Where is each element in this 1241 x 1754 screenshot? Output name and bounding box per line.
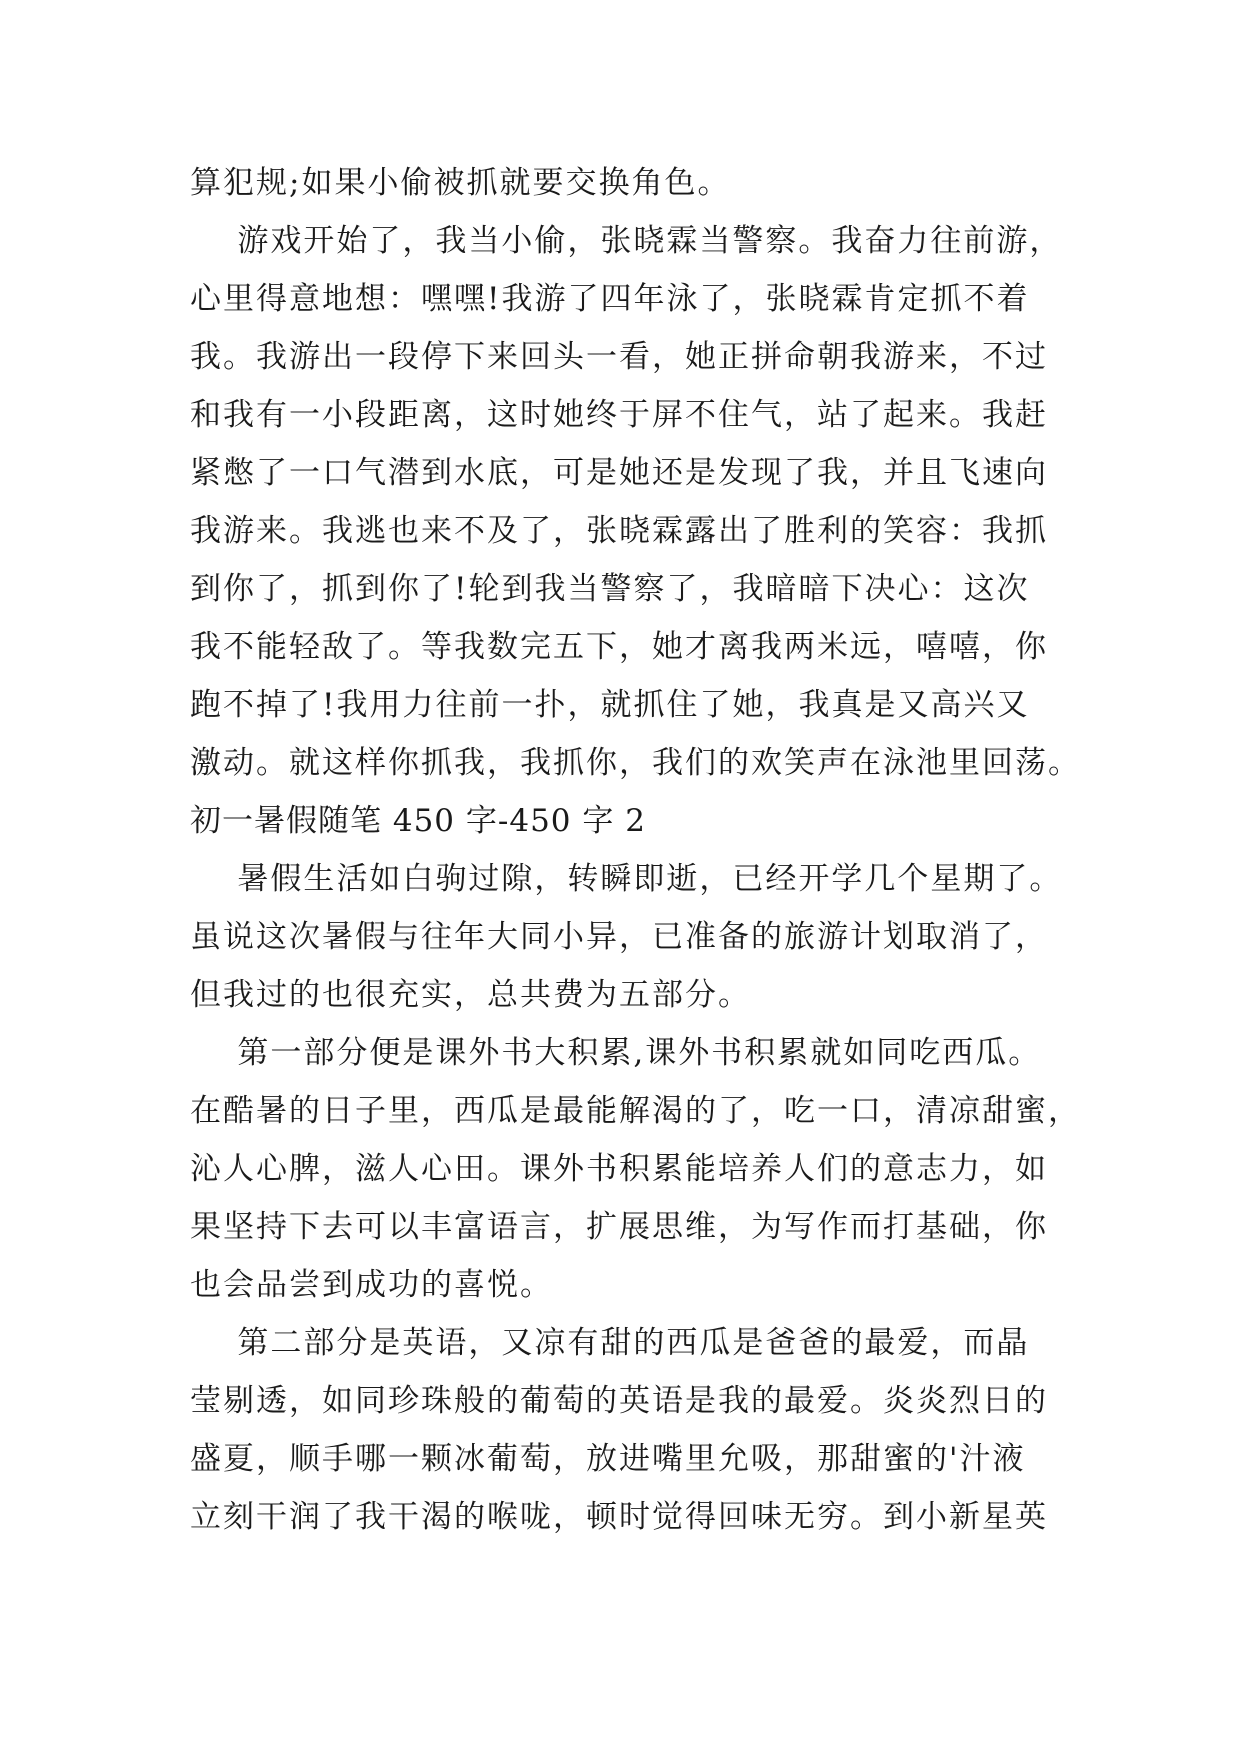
- text-line: 但我过的也很充实，总共费为五部分。: [190, 977, 751, 1013]
- text-line: 第二部分是英语，又凉有甜的西瓜是爸爸的最爱，而晶: [190, 1325, 1030, 1361]
- text-line: 盛夏，顺手哪一颗冰葡萄，放进嘴里允吸，那甜蜜的'汁液: [190, 1441, 1026, 1477]
- text-line: 在酷暑的日子里，西瓜是最能解渴的了，吃一口，清凉甜蜜，: [190, 1093, 1081, 1129]
- text-line: 也会品尝到成功的喜悦。: [190, 1267, 553, 1303]
- text-line: 沁人心脾，滋人心田。课外书积累能培养人们的意志力，如: [190, 1151, 1048, 1187]
- text-line: 跑不掉了!我用力往前一扑，就抓住了她，我真是又高兴又: [190, 687, 1030, 723]
- text-line: 算犯规;如果小偷被抓就要交换角色。: [190, 165, 731, 201]
- text-line: 虽说这次暑假与往年大同小异，已准备的旅游计划取消了，: [190, 919, 1048, 955]
- text-line: 我不能轻敌了。等我数完五下，她才离我两米远，嘻嘻，你: [190, 629, 1048, 665]
- text-line: 莹剔透，如同珍珠般的葡萄的英语是我的最爱。炎炎烈日的: [190, 1383, 1048, 1419]
- text-line: 我游来。我逃也来不及了，张晓霖露出了胜利的笑容：我抓: [190, 513, 1048, 549]
- text-line: 激动。就这样你抓我，我抓你，我们的欢笑声在泳池里回荡。: [190, 745, 1081, 781]
- text-line: 第一部分便是课外书大积累,课外书积累就如同吃西瓜。: [190, 1035, 1042, 1071]
- text-line: 到你了，抓到你了!轮到我当警察了，我暗暗下决心：这次: [190, 571, 1030, 607]
- text-line: 暑假生活如白驹过隙，转瞬即逝，已经开学几个星期了。: [190, 861, 1063, 897]
- text-line: 和我有一小段距离，这时她终于屏不住气，站了起来。我赶: [190, 397, 1048, 433]
- text-line: 我。我游出一段停下来回头一看，她正拼命朝我游来，不过: [190, 339, 1048, 375]
- text-line: 心里得意地想：嘿嘿!我游了四年泳了，张晓霖肯定抓不着: [190, 281, 1030, 317]
- text-line: 果坚持下去可以丰富语言，扩展思维，为写作而打基础，你: [190, 1209, 1048, 1245]
- essay-text: [190, 154, 1081, 1546]
- text-line: 游戏开始了，我当小偷，张晓霖当警察。我奋力往前游，: [190, 223, 1063, 259]
- text-line: 立刻干润了我干渴的喉咙，顿时觉得回味无穷。到小新星英: [190, 1499, 1048, 1535]
- text-line: 紧憋了一口气潜到水底，可是她还是发现了我，并且飞速向: [190, 455, 1048, 491]
- section-heading: 初一暑假随笔 450 字-450 字 2: [190, 803, 646, 839]
